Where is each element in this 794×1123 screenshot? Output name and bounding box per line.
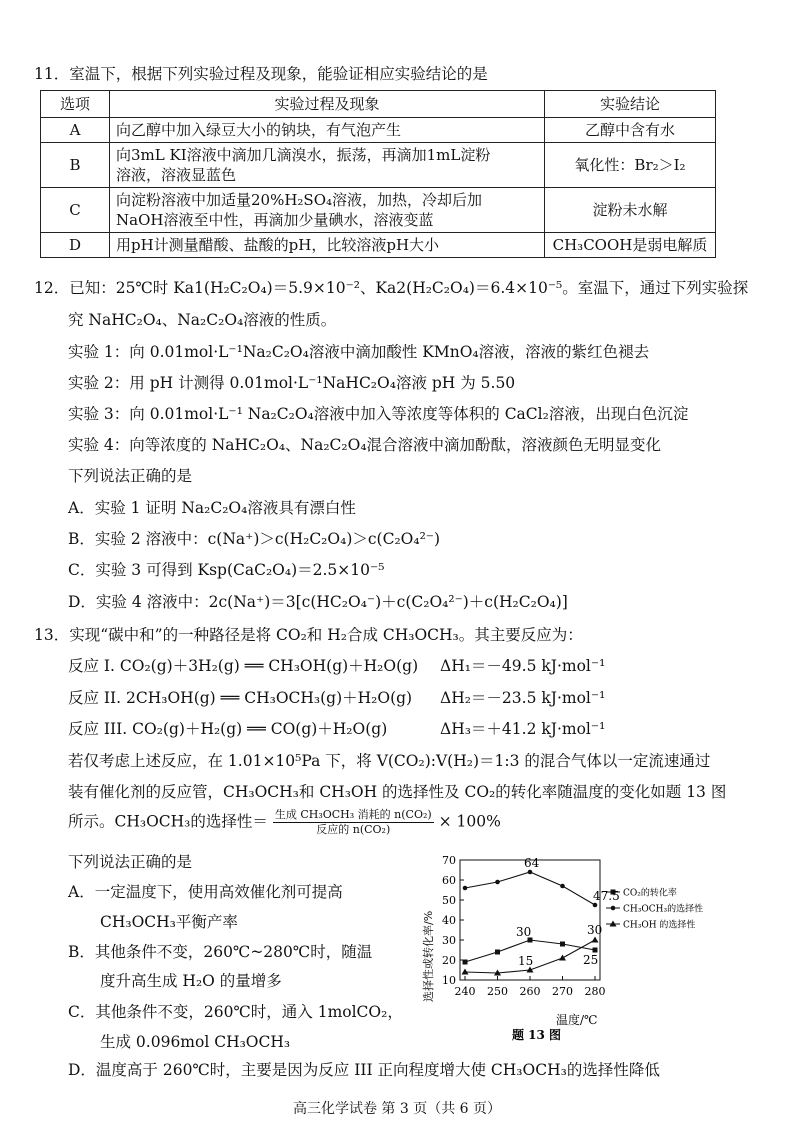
q13-option-a-line1: A．一定温度下，使用高效催化剂可提高 xyxy=(68,883,343,901)
y-tick-label: 70 xyxy=(442,854,456,867)
q12-experiment-4: 实验 4：向等浓度的 NaHC₂O₄、Na₂C₂O₄混合溶液中滴加酚酞，溶液颜色无明显变化 xyxy=(68,436,662,454)
legend-entry: CH₃OH 的选择性 xyxy=(623,920,696,931)
q13-stem: 13．实现“碳中和”的一种路径是将 CO₂和 H₂合成 CH₃OCH₃。其主要反应为： xyxy=(34,626,583,644)
data-point xyxy=(593,903,598,908)
q13-option-a-line2: CH₃OCH₃平衡产率 xyxy=(100,913,238,931)
data-point xyxy=(528,870,533,875)
q12-stem-line1: 12．已知：25℃时 Ka1(H₂C₂O₄)＝5.9×10⁻²、Ka2(H₂C₂O₄)＝6.4×10⁻⁵。室温下，通过下列实验探 xyxy=(34,279,749,297)
legend-entry: CH₃OCH₃的选择性 xyxy=(623,904,704,915)
q13-reaction-2: 反应 II. 2CH₃OH(g) ══ CH₃OCH₃(g)＋H₂O(g) xyxy=(68,689,413,707)
x-tick-label: 280 xyxy=(584,985,606,998)
y-tick-label: 50 xyxy=(442,894,456,907)
conclusion-cell: CH₃COOH是弱电解质 xyxy=(545,233,716,258)
q12-option-c: C．实验 3 可得到 Ksp(CaC₂O₄)＝2.5×10⁻⁵ xyxy=(68,561,385,579)
q13-reaction-3: 反应 III. CO₂(g)＋H₂(g) ══ CO(g)＋H₂O(g) xyxy=(68,720,388,738)
x-axis-label: 温度/℃ xyxy=(556,1013,598,1027)
q13-option-c-line2: 生成 0.096mol CH₃OCH₃ xyxy=(100,1033,291,1051)
q12-option-b: B．实验 2 溶液中：c(Na⁺)＞c(H₂C₂O₄)＞c(C₂O₄²⁻) xyxy=(68,530,441,548)
q12-experiment-2: 实验 2：用 pH 计测得 0.01mol·L⁻¹NaHC₂O₄溶液 pH 为 5.50 xyxy=(68,374,516,392)
q13-reaction-3-enthalpy: ΔH₃＝＋41.2 kJ·mol⁻¹ xyxy=(440,720,606,738)
y-tick-label: 30 xyxy=(442,934,456,947)
table-row xyxy=(41,118,716,143)
page-footer: 高三化学试卷 第 3 页（共 6 页） xyxy=(292,1101,502,1117)
table-header: 实验结论 xyxy=(545,91,716,118)
fraction-numerator: 生成 CH₃OCH₃ 消耗的 n(CO₂) xyxy=(274,808,432,821)
fraction-denominator: 反应的 n(CO₂) xyxy=(316,823,391,836)
data-point xyxy=(462,969,469,975)
q13-paragraph-line1: 若仅考虑上述反应，在 1.01×10⁵Pa 下，将 V(CO₂):V(H₂)＝1:3 的混合气体以一定流速通过 xyxy=(68,752,711,770)
q13-reaction-2-enthalpy: ΔH₂＝－23.5 kJ·mol⁻¹ xyxy=(440,689,606,707)
series-line xyxy=(465,872,595,905)
procedure-text: 向乙醇中加入绿豆大小的钠块，有气泡产生 xyxy=(116,121,402,139)
table-row xyxy=(41,143,716,188)
q13-option-b-line2: 度升高生成 H₂O 的量增多 xyxy=(100,972,282,990)
data-label: 25 xyxy=(583,953,599,967)
procedure-text: 向3mL KI溶液中滴加几滴溴水，振荡，再滴加1mL淀粉 xyxy=(116,146,491,164)
data-point xyxy=(560,884,565,889)
table-header: 选项 xyxy=(41,91,110,118)
y-tick-label: 20 xyxy=(442,954,456,967)
q13-reaction-1: 反应 I. CO₂(g)＋3H₂(g) ══ CH₃OH(g)＋H₂O(g) xyxy=(68,657,419,675)
conclusion-cell: 乙醇中含有水 xyxy=(545,118,716,143)
q12-experiment-3: 实验 3：向 0.01mol·L⁻¹ Na₂C₂O₄溶液中加入等浓度等体积的 CaCl₂溶液，出现白色沉淀 xyxy=(68,405,689,423)
q11-table xyxy=(40,90,716,258)
table-row xyxy=(41,233,716,258)
data-label: 47.5 xyxy=(593,889,620,903)
table-row xyxy=(41,188,716,233)
procedure-text: NaOH溶液至中性，再滴加少量碘水，溶液变蓝 xyxy=(116,211,434,229)
conclusion-cell: 氧化性：Br₂＞I₂ xyxy=(545,143,716,188)
data-label: 64 xyxy=(524,856,540,870)
q12-option-d: D．实验 4 溶液中：2c(Na⁺)＝3[c(HC₂O₄⁻)＋c(C₂O₄²⁻)＋c(H₂C₂O₄)] xyxy=(68,593,568,611)
q13-question: 下列说法正确的是 xyxy=(68,853,193,871)
y-tick-label: 60 xyxy=(442,874,456,887)
q13-paragraph-line2: 装有催化剂的反应管，CH₃OCH₃和 CH₃OH 的选择性及 CO₂的转化率随温度的变化如题 13 图 xyxy=(68,783,727,801)
q13-chart xyxy=(420,852,730,1042)
formula-fraction xyxy=(273,808,434,837)
data-label: 15 xyxy=(518,954,534,968)
option-cell: D xyxy=(41,233,110,258)
q13-selectivity-formula xyxy=(68,808,501,837)
procedure-cell xyxy=(110,233,545,258)
data-label: 30 xyxy=(516,925,532,939)
data-point xyxy=(463,960,468,965)
x-tick-label: 250 xyxy=(487,985,508,998)
formula-suffix: × 100% xyxy=(438,812,501,831)
procedure-text: 溶液，溶液显蓝色 xyxy=(116,166,237,184)
conclusion-cell: 淀粉未水解 xyxy=(545,188,716,233)
y-axis-label: 选择性或转化率/% xyxy=(422,910,435,1002)
q12-question: 下列说法正确的是 xyxy=(68,467,193,485)
table-header-row xyxy=(41,91,716,118)
q13-reaction-1-enthalpy: ΔH₁＝－49.5 kJ·mol⁻¹ xyxy=(440,657,606,675)
q13-option-b-line1: B．其他条件不变，260℃~280℃时，随温 xyxy=(68,943,373,961)
x-tick-label: 260 xyxy=(519,985,541,998)
option-cell: A xyxy=(41,118,110,143)
option-cell: C xyxy=(41,188,110,233)
x-tick-label: 270 xyxy=(552,985,573,998)
data-label: 30 xyxy=(587,923,603,937)
data-point xyxy=(559,955,566,961)
y-tick-label: 10 xyxy=(442,974,456,987)
q12-stem-line2: 究 NaHC₂O₄、Na₂C₂O₄溶液的性质。 xyxy=(68,311,337,329)
formula-label: 所示。CH₃OCH₃的选择性＝ xyxy=(68,812,268,831)
q13-option-c-line1: C．其他条件不变，260℃时，通入 1molCO₂， xyxy=(68,1003,403,1021)
data-point xyxy=(593,948,598,953)
procedure-cell xyxy=(110,143,545,188)
q11-stem: 11．室温下，根据下列实验过程及现象，能验证相应实验结论的是 xyxy=(34,65,488,83)
chart-caption: 题 13 图 xyxy=(512,1028,562,1042)
x-tick-label: 240 xyxy=(454,985,476,998)
legend-marker xyxy=(611,906,616,911)
procedure-cell xyxy=(110,188,545,233)
q12-option-a: A．实验 1 证明 Na₂C₂O₄溶液具有漂白性 xyxy=(68,499,356,517)
table-header: 实验过程及现象 xyxy=(110,91,545,118)
data-point xyxy=(495,950,500,955)
chart-plot-area xyxy=(442,854,703,998)
data-point xyxy=(495,880,500,885)
data-point xyxy=(592,937,599,943)
option-cell: B xyxy=(41,143,110,188)
y-tick-label: 40 xyxy=(442,914,456,927)
procedure-cell xyxy=(110,118,545,143)
q13-option-d: D．温度高于 260℃时，主要是因为反应 III 正向程度增大使 CH₃OCH₃的选择性降低 xyxy=(68,1061,660,1079)
data-point xyxy=(560,942,565,947)
legend-entry: CO₂的转化率 xyxy=(623,888,677,899)
procedure-text: 用pH计测量醋酸、盐酸的pH，比较溶液pH大小 xyxy=(116,236,440,254)
q12-experiment-1: 实验 1：向 0.01mol·L⁻¹Na₂C₂O₄溶液中滴加酸性 KMnO₄溶液，溶液的紫红色褪去 xyxy=(68,343,650,361)
data-point xyxy=(463,886,468,891)
procedure-text: 向淀粉溶液中加适量20%H₂SO₄溶液，加热，冷却后加 xyxy=(116,191,483,209)
